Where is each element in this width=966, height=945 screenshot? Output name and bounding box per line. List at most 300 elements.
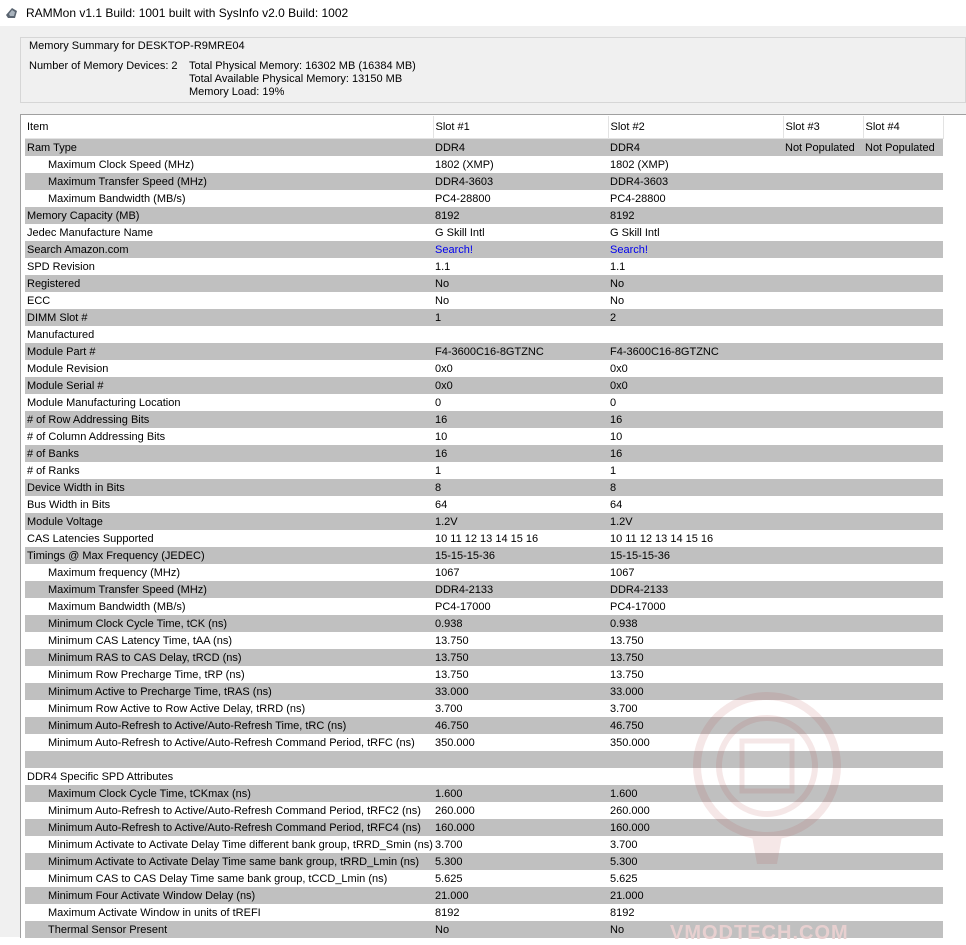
table-row[interactable]: [25, 445, 943, 462]
item-cell: Minimum Row Precharge Time, tRP (ns): [48, 668, 245, 681]
slot-1-cell: 8192: [433, 207, 608, 224]
slot-4-cell: [863, 343, 943, 360]
table-row[interactable]: [25, 462, 943, 479]
slot-1-cell: 1: [435, 464, 442, 477]
slot-2-cell: 0: [610, 396, 617, 409]
summary-title: Memory Summary for DESKTOP-R9MRE04: [29, 40, 245, 52]
slot-2-cell: 160.000: [608, 819, 783, 836]
slot-2-cell: No: [608, 921, 783, 938]
slot-4-cell: [863, 598, 943, 615]
slot-1-cell: 350.000: [435, 736, 475, 749]
slot-4-cell: [863, 581, 943, 598]
slot-3-cell: [783, 377, 863, 394]
slot-1-cell: 1802 (XMP): [435, 158, 494, 171]
slot-4-cell: [863, 309, 943, 326]
slot-1-cell: 16: [433, 411, 608, 428]
slot-4-cell: [863, 887, 943, 904]
device-count: Number of Memory Devices: 2: [29, 60, 178, 72]
item-cell: Minimum Activate to Activate Delay Time different bank group, tRRD_Smin (ns): [48, 838, 433, 851]
column-header-slot-1[interactable]: Slot #1: [433, 116, 608, 139]
slot-3-cell: [783, 309, 863, 326]
slot-1-cell: DDR4-2133: [433, 581, 608, 598]
slot-4-cell: [863, 564, 943, 581]
slot-2-cell: 1802 (XMP): [610, 158, 669, 171]
item-cell: Module Revision: [27, 362, 109, 375]
slot-3-cell: [783, 785, 863, 802]
item-cell: [25, 751, 433, 768]
slot-2-cell: 13.750: [608, 649, 783, 666]
item-cell: Minimum Activate to Activate Delay Time same bank group, tRRD_Lmin (ns): [25, 853, 433, 870]
total-available-memory: Total Available Physical Memory: 13150 MB: [189, 73, 403, 85]
column-header-slot-4[interactable]: Slot #4: [863, 116, 943, 139]
table-row[interactable]: [25, 241, 943, 258]
ram-app-icon: [4, 5, 20, 21]
item-cell: # of Row Addressing Bits: [25, 411, 433, 428]
slot-3-cell: [783, 479, 863, 496]
slot-3-cell: [783, 428, 863, 445]
item-cell: Minimum Row Active to Row Active Delay, tRRD (ns): [48, 702, 306, 715]
table-row[interactable]: [25, 139, 943, 157]
slot-1-cell: [433, 326, 608, 343]
item-cell: # of Banks: [25, 445, 433, 462]
table-row[interactable]: [25, 496, 943, 513]
slot-4-cell: [863, 360, 943, 377]
slot-1-cell: No: [435, 294, 450, 307]
column-header-slot-2[interactable]: Slot #2: [608, 116, 783, 139]
slot-3-cell: [783, 683, 863, 700]
slot-1-cell: 1: [433, 309, 608, 326]
slot-2-cell: 0x0: [608, 377, 783, 394]
table-row[interactable]: [25, 360, 943, 377]
slot-1-cell: PC4-28800: [435, 192, 491, 205]
slot-1-cell: 8192: [435, 906, 460, 919]
slot-4-cell: [863, 445, 943, 462]
slot-1-cell: 64: [435, 498, 448, 511]
item-cell: Minimum Auto-Refresh to Active/Auto-Refresh Command Period, tRFC2 (ns): [48, 804, 421, 817]
slot-4-cell: [863, 734, 943, 751]
slot-1-cell: 260.000: [435, 804, 475, 817]
slot-3-cell: [783, 207, 863, 224]
column-header-slot-3[interactable]: Slot #3: [783, 116, 863, 139]
spd-grid[interactable]: [20, 114, 966, 938]
item-cell: Module Part #: [25, 343, 433, 360]
table-row[interactable]: [25, 598, 943, 615]
table-row[interactable]: [25, 802, 943, 819]
slot-3-cell: [783, 547, 863, 564]
slot-4-cell: [863, 496, 943, 513]
item-cell: Device Width in Bits: [25, 479, 433, 496]
item-cell: Registered: [25, 275, 433, 292]
table-row[interactable]: [25, 479, 943, 496]
item-cell: CAS Latencies Supported: [27, 532, 154, 545]
slot-1-cell: No: [433, 275, 608, 292]
table-row[interactable]: [25, 785, 943, 802]
slot-2-cell: 10 11 12 13 14 15 16: [610, 532, 714, 545]
slot-2-cell: 13.750: [610, 634, 644, 647]
slot-4-cell: [863, 904, 943, 921]
table-row[interactable]: [25, 768, 943, 785]
slot-1-cell: 16: [433, 445, 608, 462]
slot-3-cell: [783, 394, 863, 411]
item-cell: Jedec Manufacture Name: [27, 226, 153, 239]
memory-stats: [189, 60, 416, 99]
slot-2-cell: [608, 241, 783, 258]
item-cell: Maximum Clock Cycle Time, tCKmax (ns): [25, 785, 433, 802]
table-row[interactable]: [25, 156, 943, 173]
item-cell: DDR4 Specific SPD Attributes: [27, 770, 174, 783]
table-row[interactable]: [25, 700, 943, 717]
slot-4-cell: [863, 802, 943, 819]
slot-2-cell: [608, 326, 783, 343]
table-row[interactable]: [25, 326, 943, 343]
item-cell: Maximum Activate Window in units of tREFI: [48, 906, 261, 919]
table-row[interactable]: [25, 173, 943, 190]
slot-4-cell: [863, 326, 943, 343]
table-row[interactable]: [25, 632, 943, 649]
item-cell: # of Ranks: [27, 464, 80, 477]
slot-3-cell: [783, 224, 863, 241]
slot-4-cell: [863, 683, 943, 700]
slot-4-cell: [863, 173, 943, 190]
table-row[interactable]: [25, 717, 943, 734]
item-cell: Minimum CAS Latency Time, tAA (ns): [48, 634, 232, 647]
table-row[interactable]: [25, 649, 943, 666]
slot-3-cell: [783, 496, 863, 513]
slot-1-cell: 10: [435, 430, 448, 443]
slot-3-cell: [783, 870, 863, 887]
slot-4-cell: [863, 921, 943, 938]
slot-1-cell: 0x0: [433, 377, 608, 394]
slot-3-cell: [783, 411, 863, 428]
slot-4-cell: [863, 394, 943, 411]
slot-4-cell: Not Populated: [863, 139, 943, 157]
slot-3-cell: [783, 649, 863, 666]
slot-4-cell: [863, 768, 943, 785]
table-row[interactable]: [25, 581, 943, 598]
slot-4-cell: [863, 615, 943, 632]
slot-2-cell: 1067: [610, 566, 635, 579]
slot-1-cell: 3.700: [435, 838, 463, 851]
slot-4-cell: [863, 224, 943, 241]
slot-2-cell: 10: [610, 430, 623, 443]
table-row[interactable]: [25, 292, 943, 309]
slot-4-cell: [863, 479, 943, 496]
table-row[interactable]: [25, 428, 943, 445]
table-row[interactable]: [25, 530, 943, 547]
slot-1-cell: 15-15-15-36: [433, 547, 608, 564]
slot-1-cell: [433, 751, 608, 768]
table-row[interactable]: [25, 547, 943, 564]
slot-4-cell: [863, 292, 943, 309]
slot-2-cell: 0x0: [610, 362, 628, 375]
slot-2-cell: [608, 751, 783, 768]
slot-4-cell: [863, 649, 943, 666]
slot-2-cell: DDR4-3603: [608, 173, 783, 190]
slot-1-cell: 46.750: [433, 717, 608, 734]
slot-4-cell: [863, 853, 943, 870]
slot-4-cell: [863, 530, 943, 547]
slot-3-cell: [783, 445, 863, 462]
item-cell: Memory Capacity (MB): [25, 207, 433, 224]
slot-3-cell: [783, 513, 863, 530]
slot-3-cell: [783, 921, 863, 938]
slot-2-cell: PC4-28800: [610, 192, 666, 205]
table-row[interactable]: [25, 377, 943, 394]
table-row[interactable]: [25, 734, 943, 751]
slot-3-cell: [783, 241, 863, 258]
slot-4-cell: [863, 156, 943, 173]
slot-2-cell: 5.300: [608, 853, 783, 870]
slot-1-cell: 0x0: [435, 362, 453, 375]
slot-1-cell: No: [433, 921, 608, 938]
slot-3-cell: [783, 819, 863, 836]
item-cell: Search Amazon.com: [25, 241, 433, 258]
slot-3-cell: [783, 802, 863, 819]
slot-2-cell: 1.600: [608, 785, 783, 802]
slot-2-cell: 15-15-15-36: [608, 547, 783, 564]
slot-4-cell: [863, 462, 943, 479]
slot-3-cell: [783, 292, 863, 309]
slot-3-cell: [783, 173, 863, 190]
item-cell: Minimum Auto-Refresh to Active/Auto-Refresh Command Period, tRFC4 (ns): [25, 819, 433, 836]
item-cell: SPD Revision: [27, 260, 95, 273]
slot-3-cell: [783, 904, 863, 921]
slot-1-cell: 160.000: [433, 819, 608, 836]
client-area: [0, 26, 966, 944]
slot-1-cell: DDR4-3603: [433, 173, 608, 190]
slot-4-cell: [863, 241, 943, 258]
item-cell: Maximum Clock Speed (MHz): [48, 158, 195, 171]
item-cell: Ram Type: [25, 139, 433, 157]
slot-4-cell: [863, 275, 943, 292]
slot-1-cell: [433, 241, 608, 258]
slot-3-cell: [783, 836, 863, 853]
slot-3-cell: [783, 530, 863, 547]
slot-2-cell: 2: [608, 309, 783, 326]
table-row[interactable]: [25, 309, 943, 326]
slot-2-cell: 16: [608, 411, 783, 428]
item-cell: Maximum Transfer Speed (MHz): [25, 173, 433, 190]
column-header-item[interactable]: Item: [25, 116, 433, 139]
table-row[interactable]: [25, 207, 943, 224]
slot-2-cell: G Skill Intl: [610, 226, 660, 239]
slot-3-cell: [783, 343, 863, 360]
slot-2-cell: 1: [610, 464, 617, 477]
slot-2-cell: 0.938: [608, 615, 783, 632]
item-cell: Minimum Clock Cycle Time, tCK (ns): [25, 615, 433, 632]
slot-1-cell: 1067: [435, 566, 460, 579]
search-amazon-link[interactable]: Search!: [610, 243, 648, 256]
slot-2-cell: 21.000: [608, 887, 783, 904]
slot-2-cell: 1.1: [610, 260, 626, 273]
slot-4-cell: [863, 547, 943, 564]
watermark-text: VMODTECH.COM: [670, 922, 849, 944]
table-row[interactable]: [25, 224, 943, 241]
slot-2-cell: 1.2V: [608, 513, 783, 530]
search-amazon-link[interactable]: Search!: [435, 243, 473, 256]
slot-1-cell: 13.750: [435, 668, 469, 681]
slot-4-cell: [863, 836, 943, 853]
table-row[interactable]: [25, 275, 943, 292]
slot-3-cell: [783, 190, 863, 207]
slot-4-cell: [863, 258, 943, 275]
item-cell: Module Serial #: [25, 377, 433, 394]
slot-2-cell: 8192: [610, 906, 635, 919]
total-physical-memory: Total Physical Memory: 16302 MB (16384 MB): [189, 60, 416, 72]
slot-2-cell: 8192: [608, 207, 783, 224]
slot-1-cell: 8: [433, 479, 608, 496]
slot-3-cell: [783, 258, 863, 275]
table-row[interactable]: [25, 258, 943, 275]
slot-3-cell: [783, 581, 863, 598]
memory-load: Memory Load: 19%: [189, 86, 285, 98]
slot-2-cell: F4-3600C16-8GTZNC: [608, 343, 783, 360]
item-cell: Maximum Transfer Speed (MHz): [25, 581, 433, 598]
table-row[interactable]: [25, 819, 943, 836]
spd-table: [25, 116, 944, 938]
slot-3-cell: [783, 326, 863, 343]
slot-1-cell: DDR4: [433, 139, 608, 157]
table-row[interactable]: [25, 870, 943, 887]
table-row[interactable]: [25, 853, 943, 870]
table-row[interactable]: [25, 683, 943, 700]
slot-2-cell: DDR4: [608, 139, 783, 157]
title-bar[interactable]: [0, 0, 966, 26]
slot-2-cell: 5.625: [610, 872, 638, 885]
slot-3-cell: [783, 632, 863, 649]
slot-4-cell: [863, 700, 943, 717]
table-row[interactable]: [25, 751, 943, 768]
item-cell: Maximum Bandwidth (MB/s): [48, 600, 186, 613]
slot-1-cell: 0.938: [433, 615, 608, 632]
slot-1-cell: PC4-17000: [435, 600, 491, 613]
slot-4-cell: [863, 819, 943, 836]
slot-1-cell: 13.750: [433, 649, 608, 666]
item-cell: Minimum CAS to CAS Delay Time same bank group, tCCD_Lmin (ns): [48, 872, 388, 885]
slot-4-cell: [863, 717, 943, 734]
slot-3-cell: [783, 700, 863, 717]
slot-3-cell: [783, 666, 863, 683]
slot-4-cell: [863, 785, 943, 802]
slot-2-cell: 16: [608, 445, 783, 462]
slot-3-cell: [783, 275, 863, 292]
item-cell: Minimum Auto-Refresh to Active/Auto-Refresh Command Period, tRFC (ns): [48, 736, 415, 749]
memory-summary-panel: [20, 37, 966, 103]
table-row[interactable]: [25, 615, 943, 632]
item-cell: Minimum Four Activate Window Delay (ns): [25, 887, 433, 904]
slot-1-cell: G Skill Intl: [435, 226, 485, 239]
slot-3-cell: [783, 887, 863, 904]
table-row[interactable]: [25, 411, 943, 428]
item-cell: Manufactured: [27, 328, 95, 341]
slot-3-cell: Not Populated: [783, 139, 863, 157]
slot-4-cell: [863, 513, 943, 530]
table-row[interactable]: [25, 190, 943, 207]
spd-table-body: [25, 139, 943, 939]
table-row[interactable]: [25, 513, 943, 530]
slot-2-cell: PC4-17000: [610, 600, 666, 613]
slot-2-cell: No: [610, 294, 625, 307]
item-cell: Maximum Bandwidth (MB/s): [48, 192, 186, 205]
slot-3-cell: [783, 360, 863, 377]
slot-2-cell: 260.000: [610, 804, 650, 817]
slot-3-cell: [783, 768, 863, 785]
slot-1-cell: 1.1: [435, 260, 451, 273]
slot-4-cell: [863, 377, 943, 394]
slot-1-cell: 1.600: [433, 785, 608, 802]
slot-2-cell: No: [608, 275, 783, 292]
item-cell: DIMM Slot #: [25, 309, 433, 326]
slot-2-cell: 64: [610, 498, 623, 511]
slot-1-cell: F4-3600C16-8GTZNC: [433, 343, 608, 360]
slot-3-cell: [783, 751, 863, 768]
slot-3-cell: [783, 615, 863, 632]
item-cell: Minimum RAS to CAS Delay, tRCD (ns): [25, 649, 433, 666]
slot-1-cell: 0: [435, 396, 442, 409]
slot-4-cell: [863, 632, 943, 649]
slot-4-cell: [863, 870, 943, 887]
header-row: [25, 116, 943, 139]
slot-1-cell: 21.000: [433, 887, 608, 904]
table-row[interactable]: [25, 887, 943, 904]
slot-3-cell: [783, 564, 863, 581]
slot-4-cell: [863, 428, 943, 445]
slot-2-cell: DDR4-2133: [608, 581, 783, 598]
slot-4-cell: [863, 751, 943, 768]
slot-2-cell: 33.000: [608, 683, 783, 700]
slot-1-cell: 13.750: [435, 634, 469, 647]
table-row[interactable]: [25, 904, 943, 921]
table-row[interactable]: [25, 394, 943, 411]
slot-2-cell: [608, 768, 783, 785]
slot-1-cell: 10 11 12 13 14 15 16: [435, 532, 539, 545]
window-title: RAMMon v1.1 Build: 1001 built with SysInfo v2.0 Build: 1002: [26, 6, 349, 20]
slot-4-cell: [863, 666, 943, 683]
table-row[interactable]: [25, 666, 943, 683]
slot-2-cell: 3.700: [610, 838, 638, 851]
item-cell: Bus Width in Bits: [27, 498, 111, 511]
slot-1-cell: 1.2V: [433, 513, 608, 530]
slot-3-cell: [783, 598, 863, 615]
table-row[interactable]: [25, 836, 943, 853]
slot-4-cell: [863, 190, 943, 207]
slot-3-cell: [783, 734, 863, 751]
table-row[interactable]: [25, 343, 943, 360]
slot-2-cell: 13.750: [610, 668, 644, 681]
item-cell: # of Column Addressing Bits: [27, 430, 166, 443]
slot-3-cell: [783, 156, 863, 173]
slot-1-cell: 33.000: [433, 683, 608, 700]
slot-2-cell: 8: [608, 479, 783, 496]
item-cell: Module Voltage: [25, 513, 433, 530]
slot-4-cell: [863, 411, 943, 428]
slot-3-cell: [783, 717, 863, 734]
slot-4-cell: [863, 207, 943, 224]
slot-1-cell: [433, 768, 608, 785]
slot-2-cell: 350.000: [610, 736, 650, 749]
slot-1-cell: 5.625: [435, 872, 463, 885]
slot-2-cell: 46.750: [608, 717, 783, 734]
item-cell: Maximum frequency (MHz): [48, 566, 181, 579]
table-row[interactable]: [25, 564, 943, 581]
item-cell: ECC: [27, 294, 51, 307]
slot-3-cell: [783, 853, 863, 870]
slot-3-cell: [783, 462, 863, 479]
item-cell: Minimum Active to Precharge Time, tRAS (ns): [25, 683, 433, 700]
item-cell: Timings @ Max Frequency (JEDEC): [25, 547, 433, 564]
table-row[interactable]: [25, 921, 943, 938]
item-cell: Minimum Auto-Refresh to Active/Auto-Refresh Time, tRC (ns): [25, 717, 433, 734]
